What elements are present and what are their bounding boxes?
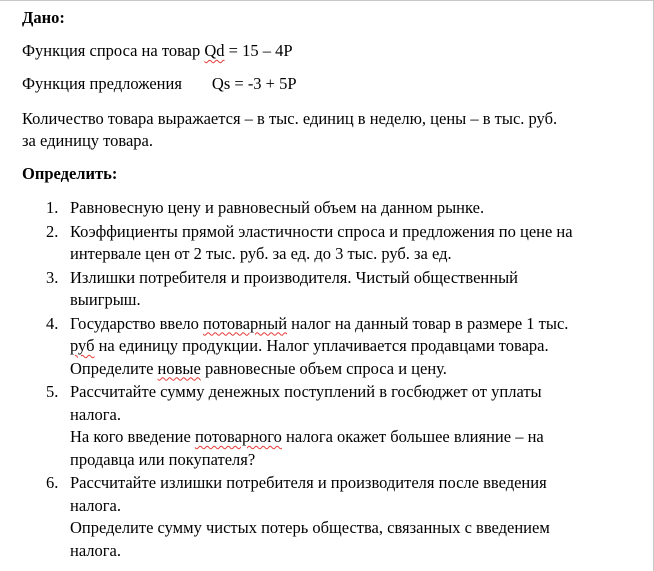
units-line-2: за единицу товара. (22, 131, 154, 150)
demand-prefix: Функция спроса на товар (22, 41, 205, 60)
task-text (70, 313, 644, 336)
task-number: 1. (46, 198, 59, 217)
demand-function-line (22, 40, 293, 62)
units-paragraph (22, 108, 642, 152)
task-number: 5. (46, 382, 59, 401)
task-text: Коэффициенты прямой эластичности спроса и предложения по цене на (70, 221, 573, 241)
text-run: На кого введение (70, 427, 195, 446)
task-text: налога. (70, 404, 121, 424)
text-run: Определите (70, 358, 158, 378)
spellcheck-word: руб (70, 336, 95, 355)
spellcheck-word: потоварный (203, 313, 288, 333)
task-list (0, 197, 654, 563)
text-run: налога окажет большее влияние – на (281, 427, 544, 446)
task-number: 4. (46, 313, 59, 333)
task-item-2 (0, 221, 654, 266)
demand-formula-var: Qd (204, 41, 225, 60)
task-item-5 (0, 381, 654, 471)
task-text: Рассчитайте излишки потребителя и производителя после введения (70, 473, 547, 492)
supply-prefix: Функция предложения (22, 74, 182, 93)
demand-formula-rest: = 15 – 4P (224, 41, 293, 60)
task-item-6 (0, 472, 654, 562)
supply-function-line (22, 73, 297, 95)
task-text: налога. (70, 540, 121, 560)
task-text: Определите сумму чистых потерь общества, связанных с введением (70, 518, 550, 537)
task-number: 3. (46, 267, 59, 287)
task-item-1 (0, 197, 654, 220)
spellcheck-word: новые (157, 358, 201, 378)
determine-heading: Определить: (22, 164, 118, 183)
given-heading: Дано: (22, 8, 65, 27)
task-text: интервале цен от 2 тыс. руб. за ед. до 3 тыс. руб. за ед. (70, 244, 452, 263)
task-text (70, 335, 644, 358)
task-item-3 (0, 267, 654, 312)
supply-formula: Qs = -3 + 5P (211, 74, 297, 93)
task-text: выигрыш. (70, 290, 141, 309)
spellcheck-word: потоварного (194, 427, 282, 446)
text-run: налог на данный товар в размере 1 тыс. (287, 313, 569, 333)
task-number: 2. (46, 221, 59, 241)
task-text: Равновесную цену и равновесный объем на данном рынке. (70, 198, 485, 217)
task-item-4 (0, 313, 654, 381)
text-run: на единицу продукции. Налог уплачивается продавцами товара. (94, 336, 549, 355)
task-text: продавца или покупателя? (70, 449, 256, 469)
text-run: равновесные объем спроса и цену. (200, 358, 447, 378)
task-number: 6. (46, 473, 59, 492)
task-text: налога. (70, 495, 121, 515)
task-text: Излишки потребителя и производителя. Чистый общественный (70, 267, 518, 287)
task-text: Рассчитайте сумму денежных поступлений в госбюджет от уплаты (70, 382, 542, 401)
text-run: Государство ввело (70, 313, 204, 333)
task-text (70, 358, 644, 381)
units-line-1: Количество товара выражается – в тыс. единиц в неделю, цены – в тыс. руб. (22, 109, 558, 128)
task-text (70, 426, 644, 449)
